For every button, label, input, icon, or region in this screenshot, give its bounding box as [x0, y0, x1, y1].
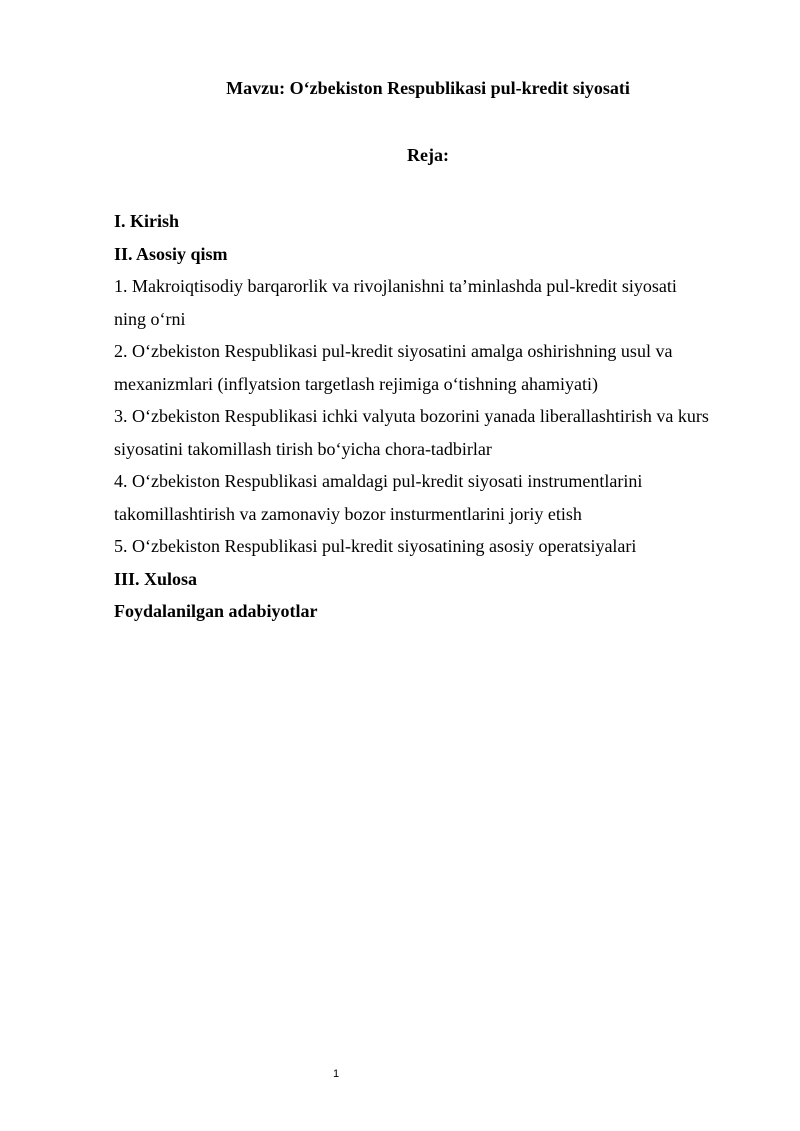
section-conclusion: III. Xulosa: [114, 568, 198, 589]
plan-outline: [114, 205, 754, 628]
plan-item-2-line-1: 2. O‘zbekiston Respublikasi pul-kredit siyosatini amalga oshirishning usul va: [114, 341, 673, 361]
section-main: II. Asosiy qism: [114, 243, 228, 264]
page-number: 1: [332, 1068, 340, 1080]
plan-item-3-line-2: siyosatini takomillash tirish bo‘yicha chora-tadbirlar: [114, 438, 492, 459]
plan-item-5: 5. O‘zbekiston Respublikasi pul-kredit siyosatining asosiy operatsiyalari: [114, 536, 637, 556]
plan-item-2-line-2: mexanizmlari (inflyatsion targetlash rejimiga o‘tishning ahamiyati): [114, 373, 599, 394]
section-references: Foydalanilgan adabiyotlar: [114, 601, 318, 621]
plan-item-4-line-2: takomillashtirish va zamonaviy bozor insturmentlarini joriy etish: [114, 503, 582, 524]
plan-heading: Reja:: [407, 145, 449, 165]
plan-item-1-line-1: 1. Makroiqtisodiy barqarorlik va rivojlanishni ta’minlashda pul-kredit siyosati: [114, 276, 677, 296]
plan-item-1-line-2: ning o‘rni: [114, 308, 186, 329]
plan-item-3-line-1: 3. O‘zbekiston Respublikasi ichki valyuta bozorini yanada liberallashtirish va kurs: [114, 406, 709, 426]
plan-item-4-line-1: 4. O‘zbekiston Respublikasi amaldagi pul-kredit siyosati instrumentlarini: [114, 471, 643, 491]
section-intro: I. Kirish: [114, 211, 180, 231]
document-title: Mavzu: O‘zbekiston Respublikasi pul-kredit siyosati: [226, 78, 630, 98]
